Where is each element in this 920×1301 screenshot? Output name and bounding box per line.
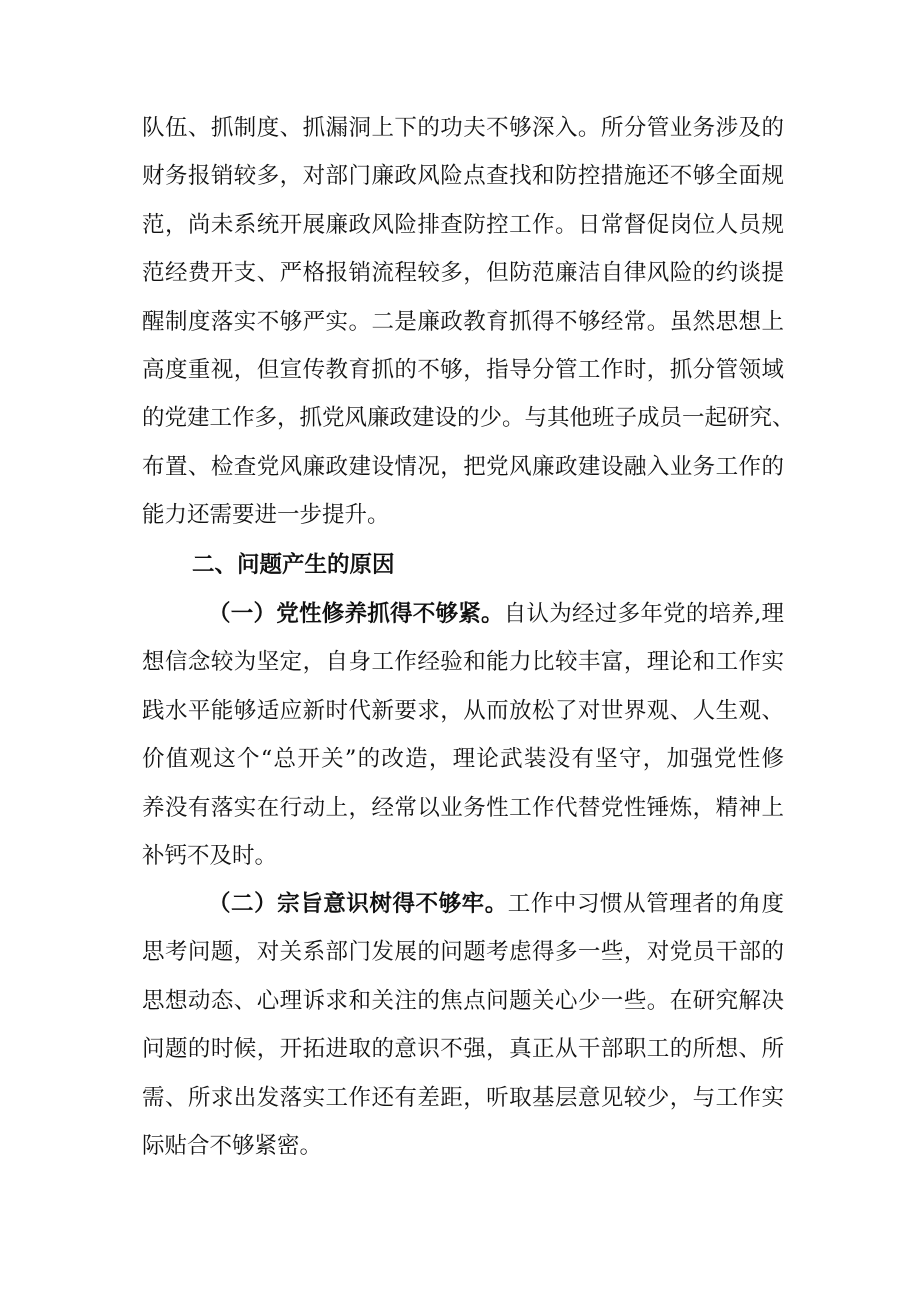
paragraph-line: 队伍、抓制度、抓漏洞上下的功夫不够深入。所分管业务涉及的	[142, 115, 784, 141]
paragraph-line: 高度重视，但宣传教育抓的不够，指导分管工作时，抓分管领域	[142, 356, 784, 383]
paragraph-line: 布置、检查党风廉政建设情况，把党风廉政建设融入业务工作的	[142, 453, 784, 480]
paragraph-2	[142, 590, 784, 880]
paragraph-line: 财务报销较多，对部门廉政风险点查找和防控措施还不够全面规	[142, 163, 784, 190]
paragraph-line: 养没有落实在行动上，经常以业务性工作代替党性锤炼，精神上	[142, 794, 784, 821]
paragraph-line: 范经费开支、严格报销流程较多，但防范廉洁自律风险的约谈提	[142, 260, 784, 287]
paragraph-line: 想信念较为坚定，自身工作经验和能力比较丰富，理论和工作实	[142, 649, 784, 676]
paragraph-1	[142, 104, 795, 540]
paragraph-first-line	[142, 880, 784, 928]
paragraph-3	[142, 880, 784, 1170]
paragraph-line: 问题的时候，开拓进取的意识不强，真正从干部职工的所想、所	[142, 1036, 784, 1063]
paragraph-line: 范，尚未系统开展廉政风险排查防控工作。日常督促岗位人员规	[142, 211, 784, 238]
paragraph-text: 工作中习惯从管理者的角度	[507, 891, 784, 917]
paragraph-line: 醒制度落实不够严实。二是廉政教育抓得不够经常。虽然思想上	[142, 308, 784, 335]
paragraph-first-line	[142, 590, 784, 638]
paragraph-line: 践水平能够适应新时代新要求，从而放松了对世界观、人生观、	[142, 697, 784, 724]
paragraph-line: 能力还需要进一步提升。	[142, 502, 390, 529]
section-heading-block	[142, 541, 784, 589]
paragraph-line: 思想动态、心理诉求和关注的焦点问题关心少一些。在研究解决	[142, 987, 784, 1014]
paragraph-line: 思考问题，对关系部门发展的问题考虑得多一些，对党员干部的	[142, 939, 784, 966]
paragraph-line: 价值观这个“总开关”的改造，理论武装没有坚守，加强党性修	[142, 746, 784, 773]
paragraph-line: 的党建工作多，抓党风廉政建设的少。与其他班子成员一起研究、	[142, 405, 795, 432]
paragraph-line: 需、所求出发落实工作还有差距，听取基层意见较少，与工作实	[142, 1084, 784, 1111]
subsection-heading: （二）宗旨意识树得不够牢。	[208, 891, 508, 917]
paragraph-text: 自认为经过多年党的培养,理	[503, 601, 784, 627]
section-heading: 二、问题产生的原因	[192, 552, 395, 578]
paragraph-line: 际贴合不够紧密。	[142, 1132, 323, 1159]
paragraph-line: 补钙不及时。	[142, 842, 278, 869]
subsection-heading: （一）党性修养抓得不够紧。	[208, 601, 504, 627]
